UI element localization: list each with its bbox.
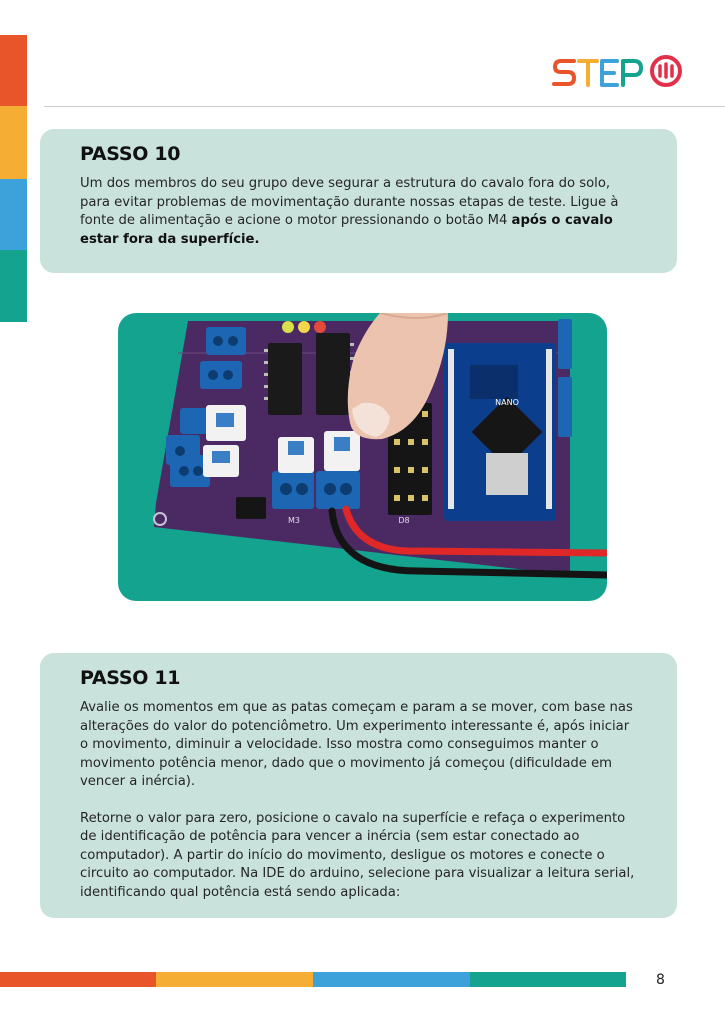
step-logo	[552, 52, 684, 92]
step-10-text-normal: Um dos membros do seu grupo deve segurar a estrutura do cavalo fora do solo, para evitar problemas de movimentação durante nossas etapas de teste. Ligue à fonte de alimentação e acione o motor pressionando o botão M4	[80, 176, 619, 228]
ic-chip-2	[316, 333, 350, 415]
d8-label: D8	[398, 516, 410, 525]
nano-label: NANO	[495, 398, 519, 407]
side-color-bar	[0, 35, 27, 322]
step-11-paragraph-1: Avalie os momentos em que as patas começam e param a se mover, com base nas alterações do valor do potenciômetro. Um experimento interessante é, após iniciar o movimento, diminuir a velocidade. Isso mostra como conseguimos manter o movimento potência menor, dado que o movimento já começou (dificuldade em vencer a inércia).	[80, 700, 633, 789]
board-photo	[118, 313, 607, 601]
bottom-bar-blue	[313, 972, 470, 987]
header-divider	[44, 106, 725, 107]
bottom-bar-orange	[0, 972, 156, 987]
m3-label: M3	[288, 516, 300, 525]
step-11-card	[40, 653, 677, 918]
side-bar-orange	[0, 35, 27, 106]
step-10-card	[40, 129, 677, 273]
side-bar-yellow	[0, 106, 27, 179]
step-10-title: PASSO 10	[80, 143, 181, 165]
side-bar-teal	[0, 250, 27, 322]
step-10-text	[80, 175, 639, 249]
bottom-bar-teal	[470, 972, 626, 987]
step-11-paragraph-2: Retorne o valor para zero, posicione o cavalo na superfície e refaça o experimento de identificação de potência para vencer a inércia (sem estar conectado ao computador). A partir do início do movimento, desligue os motores e conecte o circuito ao computador. Na IDE do arduino, selecione para visualizar a leitura serial, identificando qual potência está sendo aplicada:	[80, 810, 635, 900]
step-11-title: PASSO 11	[80, 667, 181, 689]
ic-chip-1	[268, 343, 302, 415]
usb-connector	[486, 453, 528, 495]
page-number: 8	[656, 972, 665, 988]
step-10-text-bold: após o cavalo estar fora da superfície.	[80, 213, 613, 247]
side-bar-blue	[0, 179, 27, 250]
bottom-color-bar	[0, 972, 626, 987]
bottom-bar-yellow	[156, 972, 313, 987]
